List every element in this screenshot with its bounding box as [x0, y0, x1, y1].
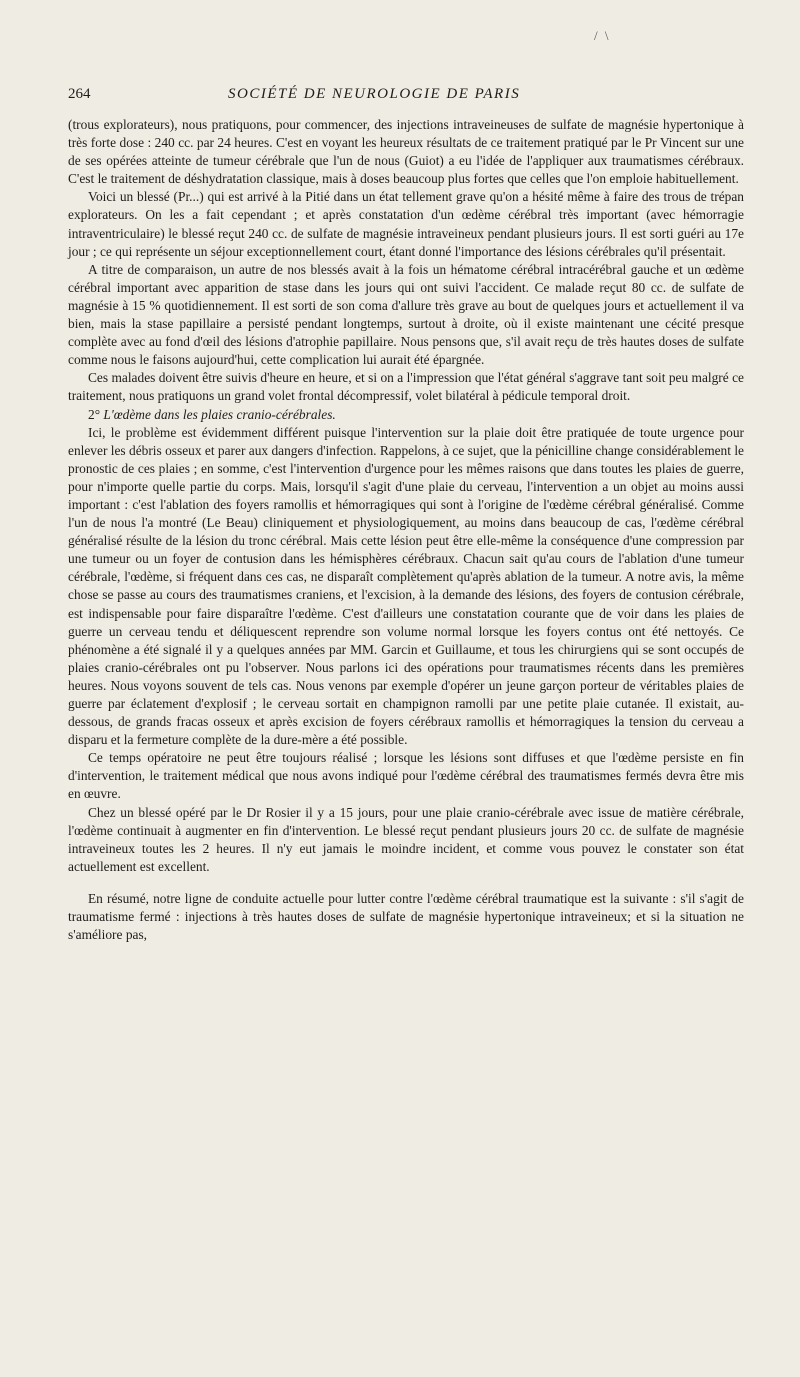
running-title: SOCIÉTÉ DE NEUROLOGIE DE PARIS: [228, 86, 521, 102]
paragraph: A titre de comparaison, un autre de nos blessés avait à la fois un hématome cérébral intracérébral gauche et un œdème cérébral important avec apparition de stase dans les jours qui ont suivi l'accident. Ce malade reçut 80 cc. de sulfate de magnésie à 15 % quotidiennement. Il est sorti de son coma d'allure très grave au bout de quelques jours et actuellement il va bien, mais la stase papillaire a persisté pendant longtemps, surtout à droite, où il existe maintenant une cécité presque complète avec au fond d'œil des lésions d'atrophie papillaire. Nous pensons que, s'il avait reçu de très hautes doses de sulfate comme nous le faisons aujourd'hui, cette complication lui aurait été épargnée.: [68, 261, 744, 368]
conclusion-paragraph: En résumé, notre ligne de conduite actuelle pour lutter contre l'œdème cérébral traumatique est la suivante : s'il s'agit de traumatisme fermé : injections à très hautes doses de sulfate de magnésie hypertonique intraveineux; et si la situation ne s'améliore pas,: [68, 890, 744, 943]
corner-mark: / \: [594, 28, 611, 43]
paragraph: Ce temps opératoire ne peut être toujours réalisé ; lorsque les lésions sont diffuses et que l'œdème persiste en fin d'intervention, le traitement médical que nous avons indiqué pour l'œdème cérébral des traumatismes fermés devra être mis en œuvre.: [68, 750, 744, 802]
paragraph: Ces malades doivent être suivis d'heure en heure, et si on a l'impression que l'état général s'aggrave tant soit peu malgré ce traitement, nous pratiquons un grand volet frontal décompressif, volet bilatéral à pédicule temporal droit.: [68, 370, 744, 404]
paragraph: Voici un blessé (Pr...) qui est arrivé à la Pitié dans un état tellement grave qu'on a hésité même à faire des trous de trépan explorateurs. On les a fait cependant ; et après constatation d'un œdème cérébral très important (avec hémorragie intraventriculaire) le blessé reçut 240 cc. de sulfate de magnésie intraveineux pendant plusieurs jours. Il est sorti guéri au 17e jour ; ce qui représente un séjour exceptionnellement court, étant donné l'importance des lésions cérébrales qu'il présentait.: [68, 189, 744, 259]
page-header: [68, 86, 744, 108]
page-number: 264: [68, 86, 91, 102]
section-heading: [68, 406, 744, 424]
paragraph: Ici, le problème est évidemment différent puisque l'intervention sur la plaie doit être pratiquée de toute urgence pour enlever les débris osseux et parer aux dangers d'infection. Rappelons, à ce sujet, que la pénicilline change considérablement le pronostic de ces plaies ; en somme, c'est l'intervention d'urgence pour les mêmes raisons que dans toutes les plaies de guerre, pour n'importe quelle partie du corps. Mais, lorsqu'il s'agit d'une plaie du cerveau, l'intervention a un objet au moins aussi important : c'est l'ablation des foyers ramollis et hémorragiques qui sont à l'origine de l'œdème cérébral généralisé. Comme l'un de nous l'a montré (Le Beau) cliniquement et physiologiquement, au moins dans beaucoup de cas, l'œdème cérébral généralisé résulte de la lésion du tronc cérébral. Mais cette lésion peut être elle-même la conséquence d'une compression par une tumeur ou un foyer de contusion dans les hémisphères cérébraux. Chacun sait qu'au cours de l'ablation d'une tumeur cérébrale, l'œdème, si fréquent dans ces cas, ne disparaît complètement qu'après ablation de la tumeur. A notre avis, la même chose se passe au cours des traumatismes craniens, et l'excision, à la demande des lésions, des foyers de contusion cérébrale, est indispensable pour faire disparaître l'œdème. C'est d'ailleurs une constatation courante que de voir dans les plaies de guerre un cerveau tendu et déliquescent reprendre son volume normal lorsque les foyers contus ont été nettoyés. Ce phénomène a été signalé il y a quelques années par MM. Garcin et Guillaume, et tous les chirurgiens qui se sont occupés de plaies cranio-cérébrales ont pu l'observer. Nous parlons ici des opérations pour traumatismes récents dans les premières heures. Nous voyons souvent de tels cas. Nous venons par exemple d'opérer un jeune garçon porteur de véritables plaies de guerre par éclatement d'explosif ; le cerveau sortait en champignon ramolli par une petite plaie cutanée. Il existait, au-dessous, de grands fracas osseux et après excision de foyers cérébraux ramollis et hémorragiques la tension du cerveau a disparu et la fermeture complète de la dure-mère a été possible.: [68, 424, 744, 748]
paragraph: Chez un blessé opéré par le Dr Rosier il y a 15 jours, pour une plaie cranio-cérébrale avec issue de matière cérébrale, l'œdème continuait à augmenter en fin d'intervention. Le blessé reçut pendant plusieurs jours 20 cc. de sulfate de magnésie intraveineux toutes les 2 heures. Il n'y eut jamais le moindre incident, et comme vous pouvez le constater son état actuellement est excellent.: [68, 804, 744, 874]
body-text: [68, 116, 744, 944]
section-title: L'œdème dans les plaies cranio-cérébrales.: [103, 406, 336, 422]
section-number: 2°: [88, 406, 101, 422]
paragraph: (trous explorateurs), nous pratiquons, pour commencer, des injections intraveineuses de sulfate de magnésie hypertonique à très forte dose : 240 cc. par 24 heures. C'est en voyant les heureux résultats de ce traitement pratiqué par le Pr Vincent sur une de ses opérées atteinte de tumeur cérébrale que l'un de nous (Guiot) a eu l'idée de l'appliquer aux traumatismes cérébraux. C'est le traitement de déshydratation classique, mais à doses beaucoup plus fortes que celles que l'on emploie habituellement.: [68, 117, 744, 187]
